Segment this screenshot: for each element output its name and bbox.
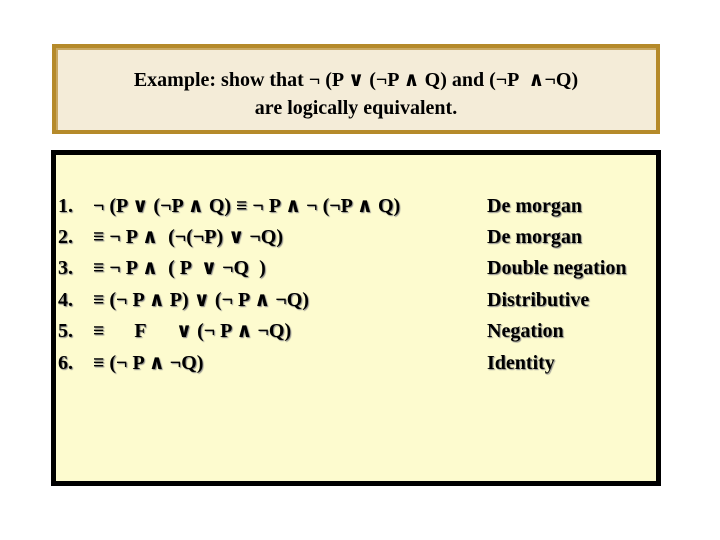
step-reason: Distributive <box>487 289 590 311</box>
step-expression: ≡ ¬ P ∧ (¬(¬P) ∨ ¬Q) <box>93 226 283 248</box>
proof-step-4 <box>0 284 720 316</box>
example-title-line-2: are logically equivalent. <box>254 97 458 119</box>
example-title-box <box>52 44 660 134</box>
step-reason: Double negation <box>487 257 627 279</box>
step-number: 6. <box>58 352 73 374</box>
step-number: 1. <box>58 195 73 217</box>
proof-step-5 <box>0 315 720 347</box>
step-expression: ≡ (¬ P ∧ ¬Q) <box>93 352 204 374</box>
step-number: 4. <box>58 289 73 311</box>
step-expression: ¬ (P ∨ (¬P ∧ Q) ≡ ¬ P ∧ ¬ (¬P ∧ Q) <box>93 195 401 217</box>
proof-step-2 <box>0 221 720 253</box>
step-number: 3. <box>58 257 73 279</box>
step-number: 2. <box>58 226 73 248</box>
step-reason: Identity <box>487 352 555 374</box>
step-expression: ≡ F ∨ (¬ P ∧ ¬Q) <box>93 320 292 342</box>
step-expression: ≡ (¬ P ∧ P) ∨ (¬ P ∧ ¬Q) <box>93 289 309 311</box>
step-reason: Negation <box>487 320 564 342</box>
step-reason: De morgan <box>487 226 582 248</box>
proof-step-3 <box>0 252 720 284</box>
step-reason: De morgan <box>487 195 582 217</box>
step-expression: ≡ ¬ P ∧ ( P ∨ ¬Q ) <box>93 257 266 279</box>
proof-step-1 <box>0 190 720 222</box>
example-title-line-1: Example: show that ¬ (P ∨ (¬P ∧ Q) and (¬P ∧¬Q) <box>133 69 579 91</box>
step-number: 5. <box>58 320 73 342</box>
proof-step-6 <box>0 347 720 379</box>
